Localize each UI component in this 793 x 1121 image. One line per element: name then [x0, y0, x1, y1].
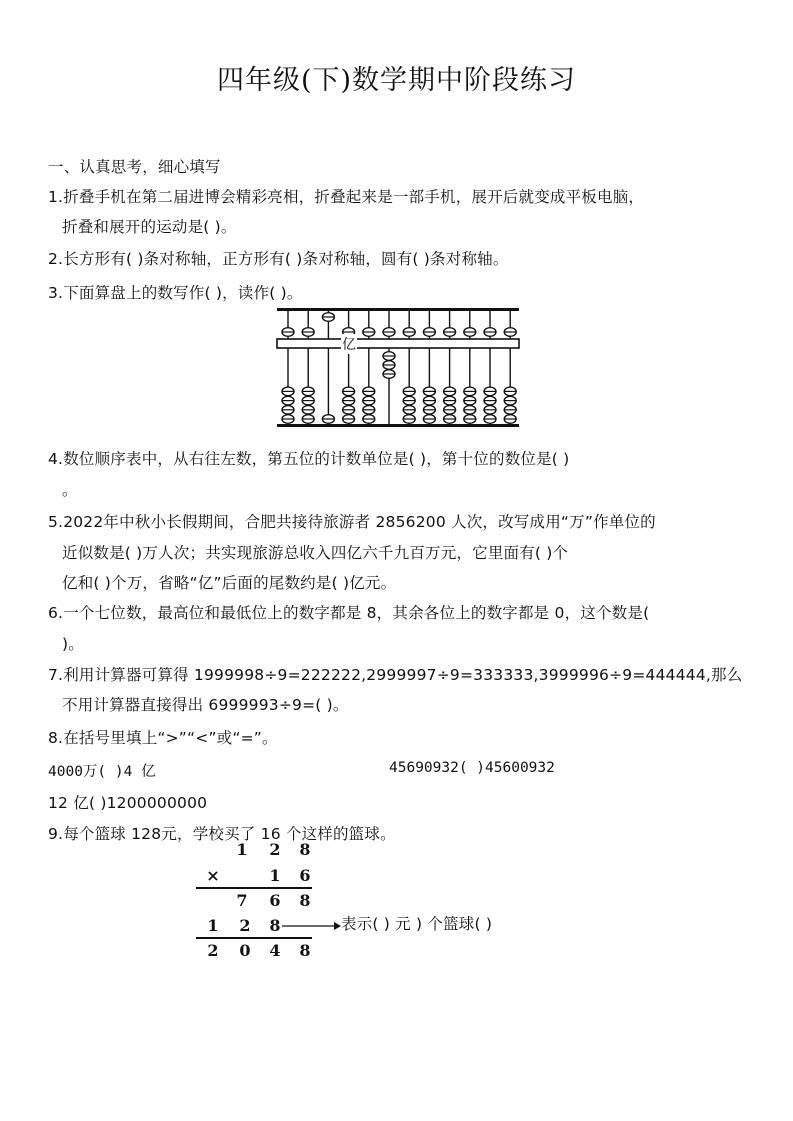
question-5-line-1: 5.2022年中秋小长假期间，合肥共接待旅游者 2856200 人次，改写成用“万”作单位的: [48, 513, 656, 531]
row5-digit: 4: [269, 941, 281, 960]
row4-digit: 8: [269, 916, 281, 935]
divider-line-1: [196, 887, 312, 889]
row2-digit: 6: [299, 866, 311, 885]
section-heading: 一、认真思考，细心填写: [48, 158, 221, 176]
question-7-line-2: 不用计算器直接得出 6999993÷9=( )。: [62, 696, 349, 714]
times-sign: ×: [206, 866, 220, 885]
question-6-line-1: 6.一个七位数，最高位和最低位上的数字都是 8，其余各位上的数字都是 0，这个数是(: [48, 604, 650, 622]
row5-digit: 8: [299, 941, 311, 960]
page-title: 四年级(下)数学期中阶段练习: [216, 65, 577, 96]
abacus-beam: [277, 339, 519, 348]
abacus-label: 亿: [341, 334, 357, 354]
question-7-line-1: 7.利用计算器可算得 1999998÷9=222222,2999997÷9=333333,3999996÷9=444444,那么: [48, 666, 743, 684]
row5-digit: 2: [207, 941, 219, 960]
question-8-line-1: 8.在括号里填上“>”“<”或“=”。: [48, 729, 278, 747]
question-5-line-3: 亿和( )个万，省略“亿”后面的尾数约是( )亿元。: [62, 574, 397, 592]
row3-digit: 6: [269, 891, 281, 910]
annotation-text: 表示( ) 元 ) 个篮球( ): [341, 915, 493, 933]
row4-digit: 1: [207, 916, 219, 935]
question-2-line-1: 2.长方形有( )条对称轴，正方形有( )条对称轴，圆有( )条对称轴。: [48, 250, 509, 268]
row1-digit: 2: [269, 840, 281, 859]
question-4-line-2: 。: [62, 481, 78, 499]
question-8-item-a: 4000万( )4 亿: [48, 764, 156, 780]
question-3-line-1: 3.下面算盘上的数写作( )，读作( )。: [48, 284, 303, 302]
question-9-line-1: 9.每个篮球 128元，学校买了 16 个这样的篮球。: [48, 825, 396, 843]
question-8-item-b: 45690932( )45600932: [389, 760, 555, 776]
question-1-line-1: 1.折叠手机在第二届进博会精彩亮相，折叠起来是一部手机，展开后就变成平板电脑，: [48, 188, 645, 206]
abacus-top-frame: [277, 308, 519, 311]
question-1-line-2: 折叠和展开的运动是( )。: [62, 218, 237, 236]
abacus: [268, 306, 528, 431]
row4-digit: 2: [239, 916, 251, 935]
row2-digit: 1: [269, 866, 281, 885]
divider-line-2: [196, 937, 312, 939]
row1-digit: 1: [236, 840, 248, 859]
question-4-line-1: 4.数位顺序表中，从右往左数，第五位的计数单位是( )，第十位的数位是( ): [48, 450, 570, 468]
row3-digit: 7: [236, 891, 248, 910]
question-5-line-2: 近似数是( )万人次；共实现旅游总收入四亿六千九百万元，它里面有( )个: [62, 544, 569, 562]
question-8-item-c: 12 亿( )1200000000: [48, 794, 208, 812]
row3-digit: 8: [299, 891, 311, 910]
abacus-bottom-frame: [277, 424, 519, 427]
arrow-icon: [280, 920, 342, 932]
row5-digit: 0: [239, 941, 251, 960]
question-6-line-2: )。: [62, 635, 84, 653]
row1-digit: 8: [299, 840, 311, 859]
